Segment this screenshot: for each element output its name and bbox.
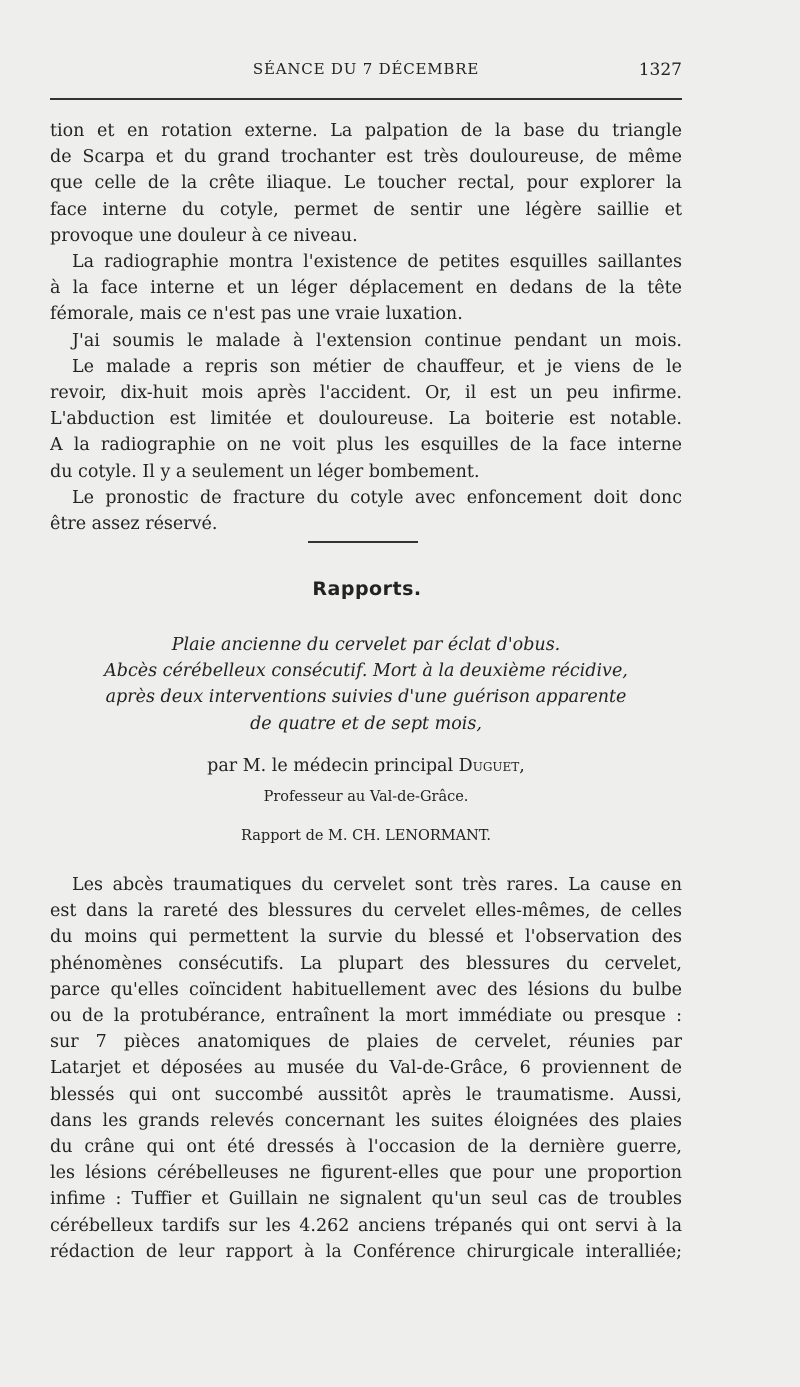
text-line: est dans la rareté des blessures du cervelet elles-mêmes, de celles	[50, 901, 682, 922]
section-divider	[308, 541, 418, 543]
text-line: du moins qui permettent la survie du blessé et l'observation des	[50, 927, 682, 948]
text-line: blessés qui ont succombé aussitôt après le traumatisme. Aussi,	[50, 1084, 682, 1105]
text-line: provoque une douleur à ce niveau.	[50, 225, 358, 246]
text-line: fémorale, mais ce n'est pas une vraie luxation.	[50, 304, 463, 325]
page-number: 1327	[638, 60, 682, 80]
text-line: du cotyle. Il y a seulement un léger bombement.	[50, 461, 480, 482]
author-name: Duguet,	[458, 756, 525, 776]
text-line: La radiographie montra l'existence de petites esquilles saillantes	[72, 252, 682, 273]
text-line: Le malade a repris son métier de chauffeur, et je viens de le	[72, 356, 682, 377]
text-line: de Scarpa et du grand trochanter est très douloureuse, de même	[50, 147, 682, 168]
text-line: face interne du cotyle, permet de sentir une légère saillie et	[50, 199, 682, 220]
text-line: J'ai soumis le malade à l'extension continue pendant un mois.	[72, 330, 682, 351]
text-line: revoir, dix-huit mois après l'accident. Or, il est un peu infirme.	[50, 383, 682, 404]
article-title-line: Plaie ancienne du cervelet par éclat d'obus.	[171, 635, 561, 655]
running-title: SÉANCE DU 7 DÉCEMBRE	[252, 60, 480, 78]
body-text	[50, 872, 682, 1265]
text-line: parce qu'elles coïncident habituellement avec des lésions du bulbe	[50, 979, 682, 1000]
text-line: phénomènes consécutifs. La plupart des blessures du cervelet,	[50, 953, 682, 974]
header-rule	[50, 98, 682, 100]
section-title: Rapports.	[312, 578, 422, 600]
article-title-line: après deux interventions suivies d'une guérison apparente	[105, 687, 627, 708]
author-affiliation: Professeur au Val-de-Grâce.	[263, 789, 469, 805]
article-title	[50, 632, 682, 737]
text-line: du crâne qui ont été dressés à l'occasion de la dernière guerre,	[50, 1137, 682, 1158]
text-line: Latarjet et déposées au musée du Val-de-Grâce, 6 proviennent de	[50, 1058, 682, 1079]
text-line: Le pronostic de fracture du cotyle avec enfoncement doit donc	[72, 487, 682, 508]
author-prefix: par M. le médecin principal	[207, 756, 454, 776]
author-line	[50, 756, 682, 776]
text-line: A la radiographie on ne voit plus les esquilles de la face interne	[50, 435, 682, 456]
text-line: que celle de la crête iliaque. Le toucher rectal, pour explorer la	[50, 173, 682, 194]
text-line: L'abduction est limitée et douloureuse. La boiterie est notable.	[50, 409, 682, 430]
text-line: rédaction de leur rapport à la Conférence chirurgicale interalliée;	[50, 1241, 682, 1262]
text-line: dans les grands relevés concernant les suites éloignées des plaies	[50, 1110, 682, 1131]
text-line: à la face interne et un léger déplacement en dedans de la tête	[50, 278, 682, 299]
article-title-line: de quatre et de sept mois,	[250, 713, 482, 734]
article-title-line: Abcès cérébelleux consécutif. Mort à la deuxième récidive,	[104, 661, 628, 682]
text-line: infime : Tuffier et Guillain ne signalent qu'un seul cas de troubles	[50, 1189, 682, 1210]
text-line: Les abcès traumatiques du cervelet sont très rares. La cause en	[72, 875, 682, 895]
text-line: les lésions cérébelleuses ne figurent-elles que pour une proportion	[50, 1163, 682, 1184]
text-line: ou de la protubérance, entraînent la mort immédiate ou presque :	[50, 1006, 682, 1027]
text-line: cérébelleux tardifs sur les 4.262 anciens trépanés qui ont servi à la	[50, 1215, 682, 1236]
text-line: sur 7 pièces anatomiques de plaies de cervelet, réunies par	[50, 1032, 682, 1053]
text-line: être assez réservé.	[50, 514, 218, 535]
text-line: tion et en rotation externe. La palpation de la base du triangle	[50, 121, 682, 141]
rapporteur-line: Rapport de M. CH. LENORMANT.	[241, 828, 491, 844]
continued-text	[50, 118, 682, 537]
running-header	[50, 60, 682, 84]
